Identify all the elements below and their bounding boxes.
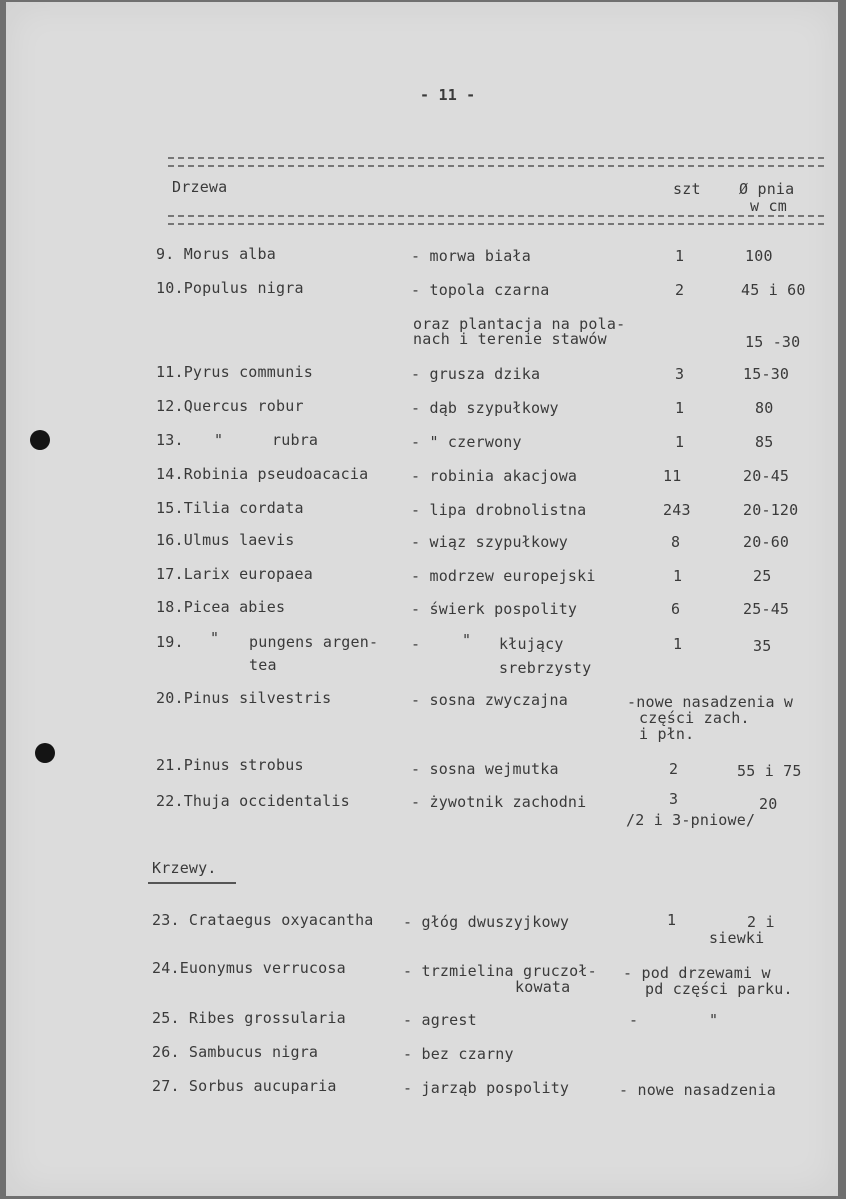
row-latin: 22.Thuja occidentalis (156, 792, 350, 810)
row-latin-ditto: " (214, 431, 224, 449)
row-latin-ditto: " (210, 629, 220, 647)
header-diameter-2: w cm (750, 197, 787, 215)
row-count: 1 (675, 247, 685, 265)
shrub-note-line1: - pod drzewami w (623, 964, 771, 982)
row-polish-ditto: " (462, 631, 472, 649)
shrub-note: siewki (709, 929, 765, 947)
row-latin: 14.Robinia pseudoacacia (156, 465, 369, 483)
row-polish: - modrzew europejski (411, 567, 596, 585)
row-latin-number: 13. (156, 431, 184, 449)
row-latin-number: 19. (156, 633, 184, 651)
row-polish: - wiąz szypułkowy (411, 533, 568, 551)
row-diameter: 25-45 (743, 600, 790, 618)
row-diameter: 45 i 60 (741, 281, 806, 299)
row-count: 11 (663, 467, 682, 485)
shrub-count: 1 (667, 911, 677, 929)
shrub-diameter: 2 i (747, 913, 775, 931)
row-diameter: 35 (753, 637, 772, 655)
header-separator-top (168, 157, 824, 167)
row-latin: 12.Quercus robur (156, 397, 304, 415)
shrub-polish: - agrest (403, 1011, 477, 1029)
row-latin: 10.Populus nigra (156, 279, 304, 297)
shrub-latin: 25. Ribes grossularia (152, 1009, 346, 1027)
binder-hole-bottom (35, 743, 55, 763)
shrub-polish-line2: kowata (515, 978, 571, 996)
row-count: 8 (671, 533, 681, 551)
row-latin: 20.Pinus silvestris (156, 689, 332, 707)
row-diameter: 15 -30 (745, 333, 801, 351)
row-polish: - " czerwony (411, 433, 522, 451)
row-diameter: 85 (755, 433, 774, 451)
row-diameter: 25 (753, 567, 772, 585)
row-count: 3 (675, 365, 685, 383)
row-polish: - morwa biała (411, 247, 531, 265)
page-number: - 11 - (420, 86, 476, 104)
row-note-line2: części zach. (639, 709, 750, 727)
row-polish: - sosna wejmutka (411, 760, 559, 778)
row-polish: - świerk pospolity (411, 600, 578, 618)
row-count: 1 (673, 567, 683, 585)
row-count: 3 (669, 790, 679, 808)
row-polish: - grusza dzika (411, 365, 541, 383)
header-tree: Drzewa (172, 178, 228, 196)
row-count: 6 (671, 600, 681, 618)
row-polish-dash: - (411, 635, 421, 653)
row-diameter: 80 (755, 399, 774, 417)
row-count: 243 (663, 501, 691, 519)
row-diameter: 20 (759, 795, 778, 813)
shrub-polish: - bez czarny (403, 1045, 514, 1063)
shrub-polish-line1: - trzmielina gruczoł- (403, 962, 597, 980)
row-latin-species: pungens argen- (249, 633, 379, 651)
row-latin: 17.Larix europaea (156, 565, 313, 583)
row-polish: - topola czarna (411, 281, 550, 299)
shrub-polish: - jarząb pospolity (403, 1079, 570, 1097)
row-latin: 9. Morus alba (156, 245, 276, 263)
row-diameter: 20-60 (743, 533, 790, 551)
row-latin: 15.Tilia cordata (156, 499, 304, 517)
shrub-latin: 24.Euonymus verrucosa (152, 959, 346, 977)
row-diameter: 55 i 75 (737, 762, 802, 780)
row-diameter: 20-120 (743, 501, 799, 519)
row-polish: - żywotnik zachodni (411, 793, 587, 811)
row-diameter: 20-45 (743, 467, 790, 485)
row-latin-line2: tea (249, 656, 277, 674)
shrub-latin: 26. Sambucus nigra (152, 1043, 319, 1061)
header-separator-bottom (168, 215, 824, 225)
header-diameter-1: Ø pnia (739, 180, 795, 198)
shrub-ditto: " (709, 1011, 719, 1029)
shrub-latin: 23. Crataegus oxyacantha (152, 911, 374, 929)
row-latin: 11.Pyrus communis (156, 363, 313, 381)
document-page (6, 2, 838, 1196)
section-heading-underline (148, 882, 236, 884)
row-note-line3: i płn. (639, 725, 695, 743)
row-diameter: 15-30 (743, 365, 790, 383)
row-latin: 21.Pinus strobus (156, 756, 304, 774)
shrub-latin: 27. Sorbus aucuparia (152, 1077, 337, 1095)
binder-hole-top (30, 430, 50, 450)
row-latin: 16.Ulmus laevis (156, 531, 295, 549)
row-note: /2 i 3-pniowe/ (626, 811, 756, 829)
row-count: 2 (675, 281, 685, 299)
row-polish-line2: srebrzysty (499, 659, 592, 677)
header-count: szt (673, 180, 701, 198)
row-polish: kłujący (499, 635, 564, 653)
row-diameter: 100 (745, 247, 773, 265)
shrub-dash: - (629, 1011, 639, 1029)
row-count: 1 (673, 635, 683, 653)
row-polish: - dąb szypułkowy (411, 399, 559, 417)
row-polish: - robinia akacjowa (411, 467, 578, 485)
row-polish: - lipa drobnolistna (411, 501, 587, 519)
row-polish-line1: oraz plantacja na pola- (413, 315, 626, 333)
row-count: 2 (669, 760, 679, 778)
shrub-polish: - głóg dwuszyjkowy (403, 913, 570, 931)
row-polish-line2: nach i terenie stawów (413, 330, 607, 348)
shrub-note-line2: pd części parku. (645, 980, 793, 998)
section-heading-shrubs: Krzewy. (152, 859, 217, 877)
row-count: 1 (675, 399, 685, 417)
shrub-note: - nowe nasadzenia (619, 1081, 776, 1099)
row-polish: - sosna zwyczajna (411, 691, 568, 709)
row-latin-species: rubra (272, 431, 319, 449)
row-note-line1: -nowe nasadzenia w (627, 693, 794, 711)
row-latin: 18.Picea abies (156, 598, 286, 616)
row-count: 1 (675, 433, 685, 451)
